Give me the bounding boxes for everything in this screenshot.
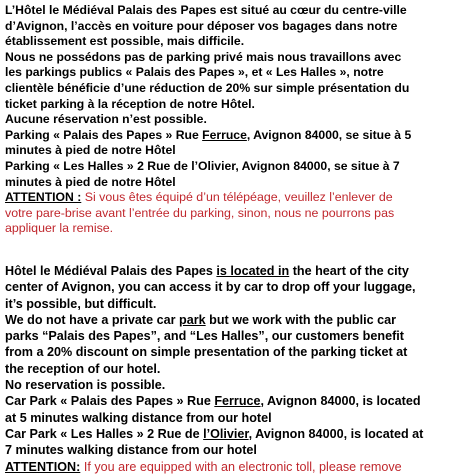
en-parking-text-b: but we work with the public car	[205, 312, 396, 327]
fr-warning-text-1: Si vous êtes équipé d’un télépéage, veuillez l’enlever de	[81, 190, 393, 205]
en-carpark-halles-street: l’Olivier	[203, 426, 249, 441]
hotel-parking-document	[5, 3, 447, 474]
en-warning-text-1: If you are equipped with an electronic toll, please remove	[80, 459, 402, 474]
fr-parking-line-1: Nous ne possédons pas de parking privé mais nous travaillons avec	[5, 49, 402, 64]
fr-parking-palais-text-a: Parking « Palais des Papes » Rue	[5, 127, 203, 142]
fr-parking-line-2: les parkings publics « Palais des Papes », et « Les Halles », notre	[5, 65, 384, 80]
en-intro-located-in: is located in	[216, 264, 290, 278]
fr-warning-line-1	[5, 190, 447, 206]
en-intro-text-b: the heart of the city	[289, 264, 409, 278]
en-carpark-palais-line-2: at 5 minutes walking distance from our hotel	[5, 410, 272, 425]
en-carpark-halles-text-b: , Avignon 84000, is located at	[248, 426, 424, 441]
en-carpark-halles-line-2: 7 minutes walking distance from our hotel	[5, 443, 257, 458]
fr-parking-halles-line-2: minutes à pied de notre Hôtel	[5, 174, 176, 189]
en-parking-line-3: from a 20% discount on simple presentation of the parking ticket at	[5, 345, 408, 360]
fr-parking-palais-street: Ferruce	[202, 127, 247, 142]
en-no-reservation: No reservation is possible.	[5, 378, 166, 393]
en-parking-line-2: parks “Palais des Papes”, and “Les Halles”, our customers benefit	[5, 329, 404, 344]
fr-intro-line-1: L’Hôtel le Médiéval Palais des Papes est situé au cœur du centre-ville	[5, 3, 407, 17]
fr-parking-palais-line-1	[5, 128, 447, 144]
en-carpark-palais-text-a: Car Park « Palais des Papes » Rue	[5, 394, 215, 409]
en-carpark-halles-text-a: Car Park « Les Halles » 2 Rue de	[5, 426, 204, 441]
fr-warning-line-3: appliquer la remise.	[5, 221, 114, 236]
french-section	[5, 3, 447, 237]
en-carpark-palais-line-1	[5, 393, 447, 409]
en-parking-park-word: park	[179, 312, 206, 327]
fr-intro-line-2: d’Avignon, l’accès en voiture pour déposer vos bagages dans notre	[5, 18, 398, 33]
fr-parking-palais-text-b: , Avignon 84000, se situe à 5	[246, 127, 412, 142]
en-carpark-halles-line-1	[5, 426, 447, 442]
fr-parking-line-4: ticket parking à la réception de notre Hôtel.	[5, 96, 255, 111]
en-carpark-palais-text-b: , Avignon 84000, is located	[260, 394, 421, 409]
fr-no-reservation: Aucune réservation n’est possible.	[5, 112, 207, 127]
en-intro-line-3: it’s possible, but difficult.	[5, 296, 157, 311]
fr-parking-line-3: clientèle bénéficie d’une réduction de 20% sur simple présentation du	[5, 80, 410, 95]
en-intro-line-1	[5, 263, 447, 279]
en-warning-line-1	[5, 459, 447, 475]
english-section	[5, 263, 447, 475]
en-intro-line-2: center of Avignon, you can access it by car to drop off your luggage,	[5, 280, 416, 295]
fr-parking-palais-line-2: minutes à pied de notre Hôtel	[5, 143, 176, 158]
en-carpark-palais-street: Ferruce	[214, 394, 261, 409]
en-parking-line-1	[5, 312, 447, 328]
fr-attention-label: ATTENTION :	[5, 190, 82, 205]
en-parking-text-a: We do not have a private car	[5, 312, 180, 327]
fr-parking-halles-line-1: Parking « Les Halles » 2 Rue de l’Olivier, Avignon 84000, se situe à 7	[5, 158, 400, 173]
fr-intro-line-3: établissement est possible, mais difficile.	[5, 34, 245, 49]
fr-warning-line-2: votre pare-brise avant l’entrée du parking, sinon, nous ne pourrons pas	[5, 205, 395, 220]
en-intro-text-a: Hôtel le Médiéval Palais des Papes	[5, 264, 217, 278]
en-attention-label: ATTENTION:	[5, 459, 81, 474]
en-parking-line-4: the reception of our hotel.	[5, 361, 161, 376]
